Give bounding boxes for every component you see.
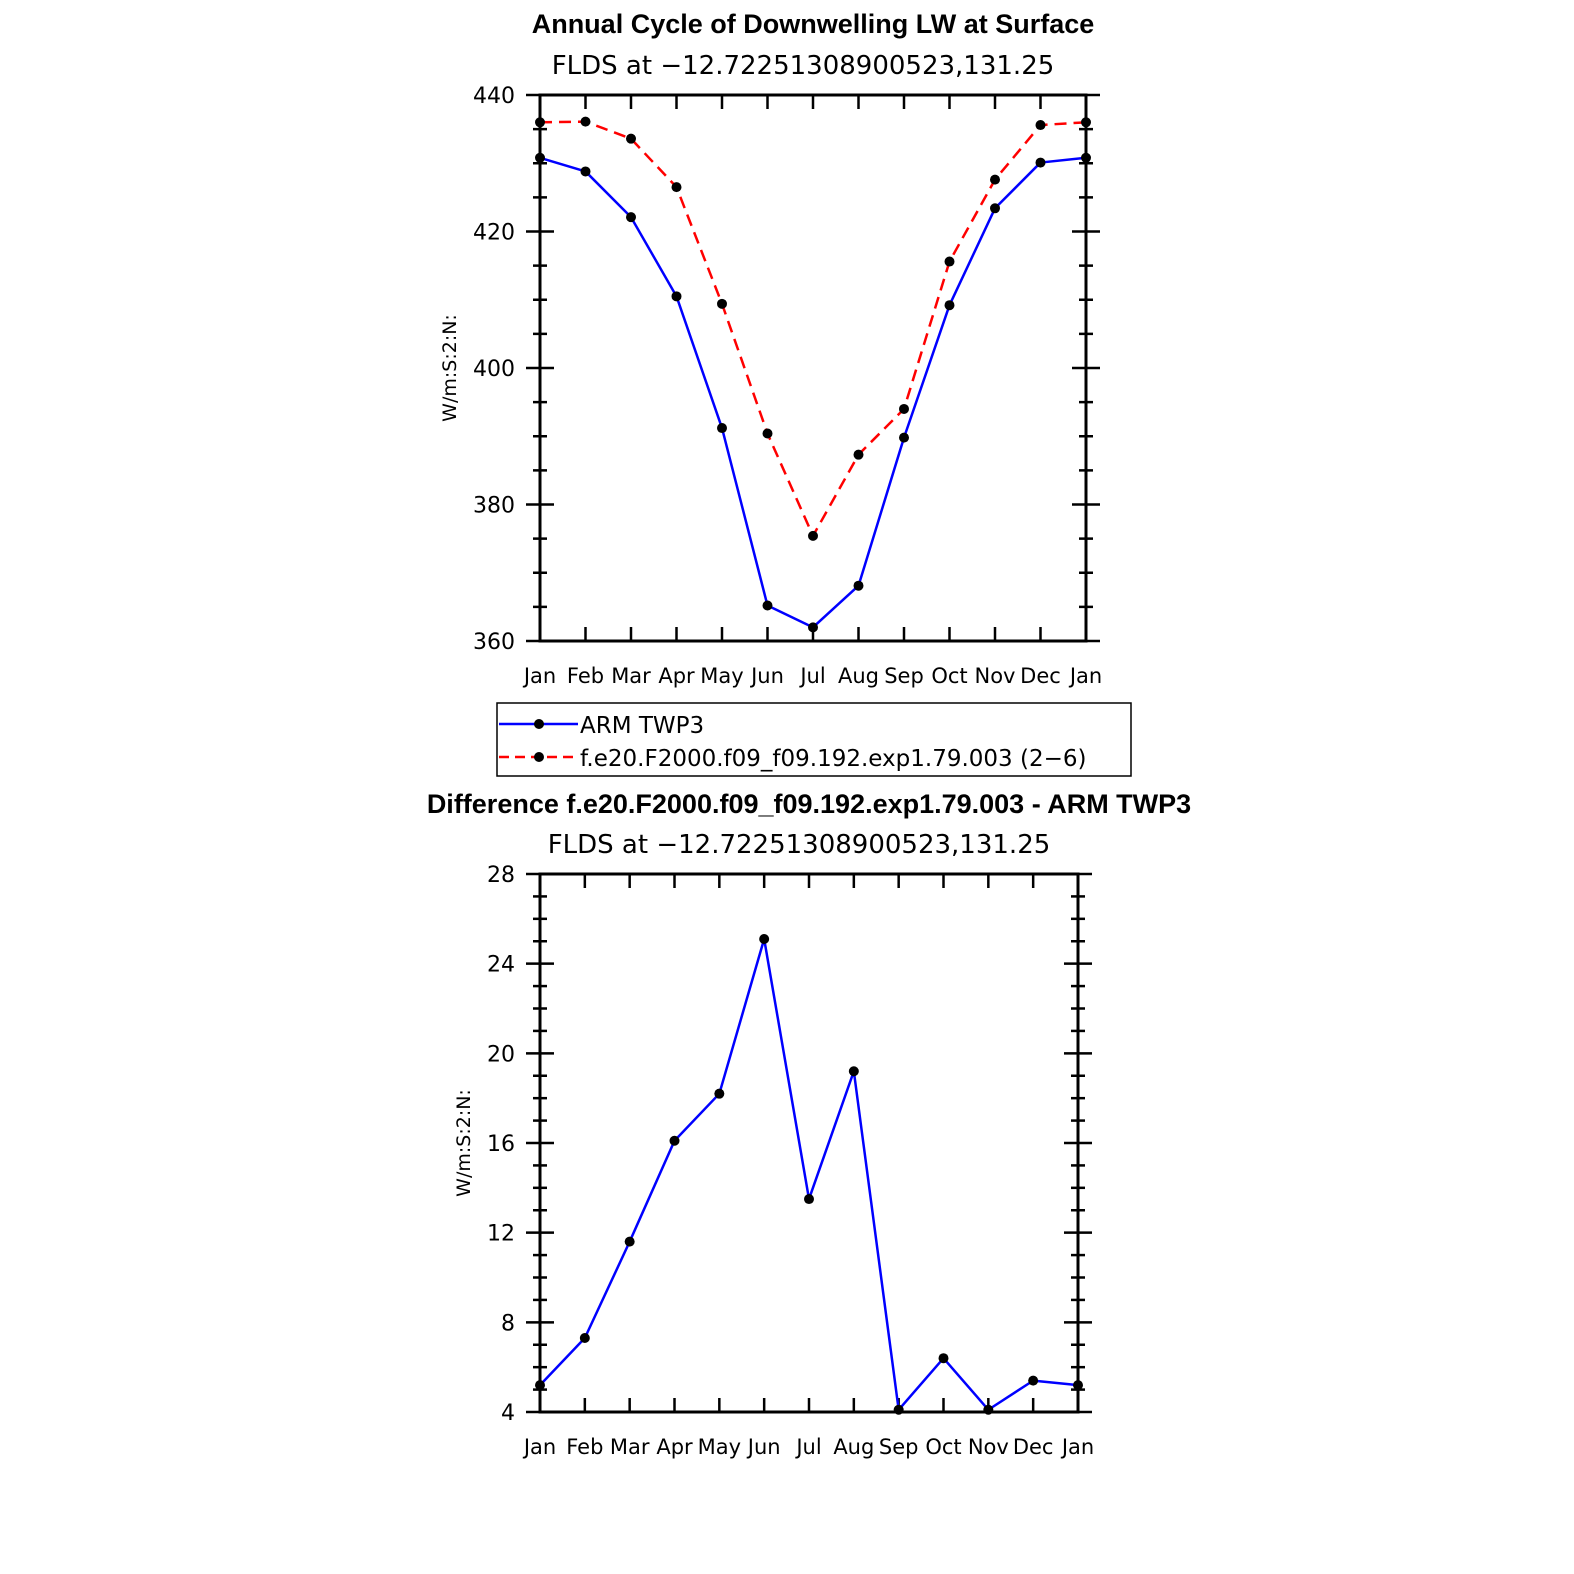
y-tick-label: 24 bbox=[487, 952, 515, 978]
data-point bbox=[626, 134, 636, 144]
data-point bbox=[854, 450, 864, 460]
y-tick-label: 16 bbox=[487, 1132, 515, 1157]
data-point bbox=[535, 117, 545, 127]
data-point bbox=[670, 1136, 680, 1146]
y-axis-label: W/m:S:2:N: bbox=[453, 1089, 475, 1197]
plot-frame bbox=[540, 874, 1078, 1412]
legend-label-arm: ARM TWP3 bbox=[580, 713, 705, 739]
x-tick-label: Jan bbox=[1069, 664, 1103, 688]
data-marks bbox=[535, 934, 1083, 1415]
x-tick-label: May bbox=[697, 1435, 742, 1459]
plot-area bbox=[473, 84, 1102, 688]
y-tick-label: 20 bbox=[487, 1042, 515, 1068]
y-tick-label: 380 bbox=[473, 493, 515, 519]
x-tick-label: May bbox=[700, 664, 744, 688]
data-point bbox=[625, 1237, 635, 1247]
data-point bbox=[899, 433, 909, 443]
y-tick-label: 4 bbox=[501, 1401, 515, 1426]
data-point bbox=[1036, 120, 1046, 130]
data-point bbox=[990, 175, 1000, 185]
x-tick-label: Oct bbox=[925, 1435, 962, 1459]
series-line-0 bbox=[540, 158, 1086, 628]
legend bbox=[497, 703, 1131, 776]
x-tick-label: Jul bbox=[800, 664, 826, 688]
data-point bbox=[1081, 153, 1091, 163]
y-axis-label: W/m:S:2:N: bbox=[439, 314, 461, 422]
x-tick-label: Mar bbox=[609, 1435, 650, 1459]
x-tick-label: Oct bbox=[931, 664, 968, 688]
data-point bbox=[983, 1405, 993, 1415]
x-tick-label: Jul bbox=[796, 1435, 822, 1459]
x-tick-label: Dec bbox=[1020, 664, 1061, 688]
chart-subtitle: FLDS at −12.72251308900523,131.25 bbox=[551, 51, 1055, 81]
y-tick-label: 360 bbox=[473, 630, 515, 655]
chart-title: Difference f.e20.F2000.f09_f09.192.exp1.79.003 - ARM TWP3 bbox=[426, 789, 1192, 819]
x-tick-label: Jan bbox=[1061, 1435, 1095, 1459]
data-point bbox=[945, 300, 955, 310]
x-tick-label: Nov bbox=[967, 1435, 1009, 1459]
data-point bbox=[945, 257, 955, 267]
x-tick-label: Jan bbox=[523, 664, 557, 688]
x-tick-label: Jun bbox=[747, 1435, 781, 1459]
x-tick-label: Aug bbox=[833, 1435, 875, 1459]
data-point bbox=[854, 581, 864, 591]
y-tick-label: 420 bbox=[473, 220, 515, 246]
y-tick-label: 8 bbox=[501, 1311, 515, 1337]
data-point bbox=[581, 166, 591, 176]
x-tick-label: Jun bbox=[751, 664, 784, 688]
data-point bbox=[1073, 1380, 1083, 1390]
legend-marker-model bbox=[534, 752, 544, 762]
data-point bbox=[626, 212, 636, 222]
data-point bbox=[1036, 158, 1046, 168]
data-point bbox=[714, 1089, 724, 1099]
data-point bbox=[580, 1333, 590, 1343]
data-point bbox=[804, 1194, 814, 1204]
x-tick-label: Apr bbox=[656, 1435, 693, 1459]
data-point bbox=[894, 1405, 904, 1415]
data-point bbox=[808, 622, 818, 632]
y-tick-label: 440 bbox=[473, 84, 515, 109]
x-tick-label: Aug bbox=[837, 664, 880, 688]
data-point bbox=[899, 404, 909, 414]
y-tick-label: 12 bbox=[487, 1221, 515, 1247]
data-point bbox=[763, 429, 773, 439]
x-tick-label: Dec bbox=[1012, 1435, 1054, 1459]
x-tick-label: Feb bbox=[566, 664, 605, 688]
data-point bbox=[1081, 117, 1091, 127]
data-point bbox=[535, 1380, 545, 1390]
x-tick-label: Mar bbox=[611, 664, 651, 688]
data-point bbox=[672, 182, 682, 192]
data-point bbox=[717, 299, 727, 309]
data-point bbox=[1028, 1376, 1038, 1386]
chart-title: Annual Cycle of Downwelling LW at Surface bbox=[531, 9, 1095, 39]
data-point bbox=[759, 934, 769, 944]
chart-subtitle: FLDS at −12.72251308900523,131.25 bbox=[547, 830, 1051, 860]
difference-chart bbox=[427, 789, 1191, 1459]
x-tick-label: Feb bbox=[566, 1435, 604, 1459]
x-tick-label: Jan bbox=[523, 1435, 557, 1459]
x-tick-label: Nov bbox=[974, 664, 1016, 688]
data-point bbox=[939, 1353, 949, 1363]
series-line-0 bbox=[540, 939, 1078, 1410]
data-marks bbox=[535, 117, 1091, 633]
legend-label-model: f.e20.F2000.f09_f09.192.exp1.79.003 (2−6) bbox=[580, 746, 1087, 772]
data-point bbox=[990, 203, 1000, 213]
y-tick-label: 28 bbox=[487, 863, 515, 888]
data-point bbox=[535, 153, 545, 163]
y-tick-label: 400 bbox=[473, 357, 515, 382]
data-point bbox=[717, 423, 727, 433]
data-point bbox=[849, 1066, 859, 1076]
legend-marker-arm bbox=[534, 719, 544, 729]
data-point bbox=[763, 601, 773, 611]
x-tick-label: Sep bbox=[878, 1435, 919, 1459]
data-point bbox=[581, 117, 591, 127]
x-tick-label: Apr bbox=[658, 664, 695, 688]
data-point bbox=[808, 531, 818, 541]
series-line-1 bbox=[540, 122, 1086, 536]
plot-area bbox=[487, 863, 1094, 1459]
data-point bbox=[672, 291, 682, 301]
annual-cycle-chart bbox=[439, 9, 1102, 688]
plot-frame bbox=[540, 95, 1086, 641]
x-tick-label: Sep bbox=[884, 664, 924, 688]
